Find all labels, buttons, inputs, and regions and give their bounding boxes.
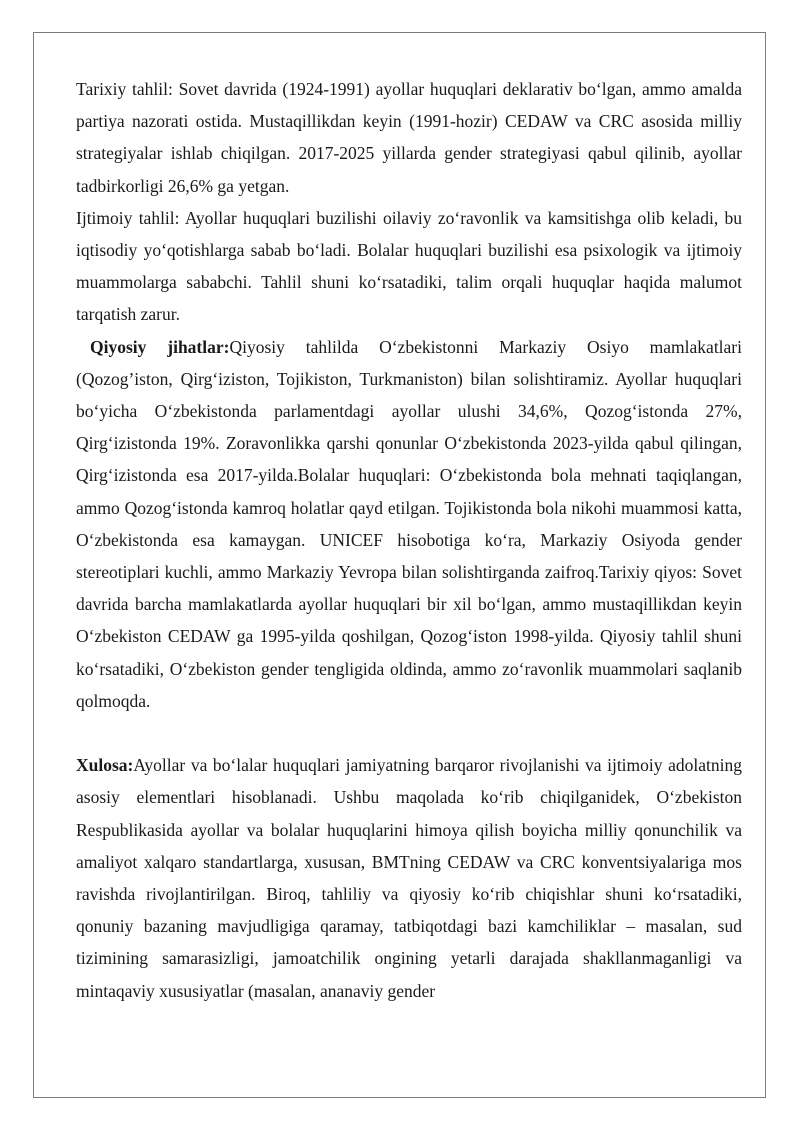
paragraph-spacer [76, 717, 742, 749]
conclusion-text: Ayollar va bo‘lalar huquqlari jamiyatning barqaror rivojlanishi va ijtimoiy adolatning asosiy elementlari hisoblanadi. Ushbu maqolada ko‘rib chiqilganidek, O‘zbekiston Respublikasida ayollar va bolalar huquqlarini himoya qilish boyicha milliy qonunchilik va amaliyot xalqaro standartlarga, xususan, BMTning CEDAW va CRC konventsiyalariga mos ravishda rivojlantirilgan. Biroq, tahliliy va qiyosiy ko‘rib chiqishlar shuni ko‘rsatadiki, qonuniy bazaning mavjudligiga qaramay, tatbiqotdagi bazi kamchiliklar – masalan, sud tizimining samarasizligi, jamoatchilik ongining yetarli darajada shakllanmaganligi va mintaqaviy xususiyatlar (masalan, ananaviy gender [76, 755, 742, 1001]
comparative-aspects-text: Qiyosiy tahlilda O‘zbekistonni Markaziy Osiyo mamlakatlari (Qozog’iston, Qirg‘iziston, Tojikiston, Turkmaniston) bilan solishtiramiz. Ayollar huquqlari bo‘yicha O‘zbekistonda parlamentdagi ayollar ulushi 34,6%, Qozog‘istonda 27%, Qirg‘izistonda 19%. Zoravonlikka qarshi qonunlar O‘zbekistonda 2023-yilda qabul qilingan, Qirg‘izistonda esa 2017-yilda.Bolalar huquqlari: O‘zbekistonda bola mehnati taqiqlangan, ammo Qozog‘istonda kamroq holatlar qayd etilgan. Tojikistonda bola nikohi muammosi katta, O‘zbekistonda esa kamaygan. UNICEF hisobotiga ko‘ra, Markaziy Osiyoda gender stereotiplari kuchli, ammo Markaziy Yevropa bilan solishtirganda zaifroq.Tarixiy qiyos: Sovet davrida barcha mamlakatlarda ayollar huquqlari bir xil bo‘lgan, ammo mustaqillikdan keyin O‘zbekiston CEDAW ga 1995-yilda qoshilgan, Qozog‘iston 1998-yilda. Qiyosiy tahlil shuni ko‘rsatadiki, O‘zbekiston gender tengligida oldinda, ammo zo‘ravonlik muammolari saqlanib qolmoqda. [76, 336, 742, 711]
conclusion-paragraph [76, 749, 742, 1007]
comparative-aspects-paragraph [76, 331, 742, 717]
document-body [76, 73, 742, 1007]
comparative-aspects-heading: Qiyosiy jihatlar: [90, 336, 230, 357]
conclusion-heading: Xulosa: [76, 755, 134, 776]
historical-analysis-paragraph: Tarixiy tahlil: Sovet davrida (1924-1991) ayollar huquqlari deklarativ bo‘lgan, ammo amalda partiya nazorati ostida. Mustaqillikdan keyin (1991-hozir) CEDAW va CRC asosida milliy strategiyalar ishlab chiqilgan. 2017-2025 yillarda gender strategiyasi qabul qilinib, ayollar tadbirkorligi 26,6% ga yetgan. [76, 79, 742, 196]
social-analysis-paragraph: Ijtimoiy tahlil: Ayollar huquqlari buzilishi oilaviy zo‘ravonlik va kamsitishga olib keladi, bu iqtisodiy yo‘qotishlarga sabab bo‘ladi. Bolalar huquqlari buzilishi esa psixologik va ijtimoiy muammolarga sababchi. Tahlil shuni ko‘rsatadiki, talim orqali huquqlar haqida malumot tarqatish zarur. [76, 207, 742, 325]
